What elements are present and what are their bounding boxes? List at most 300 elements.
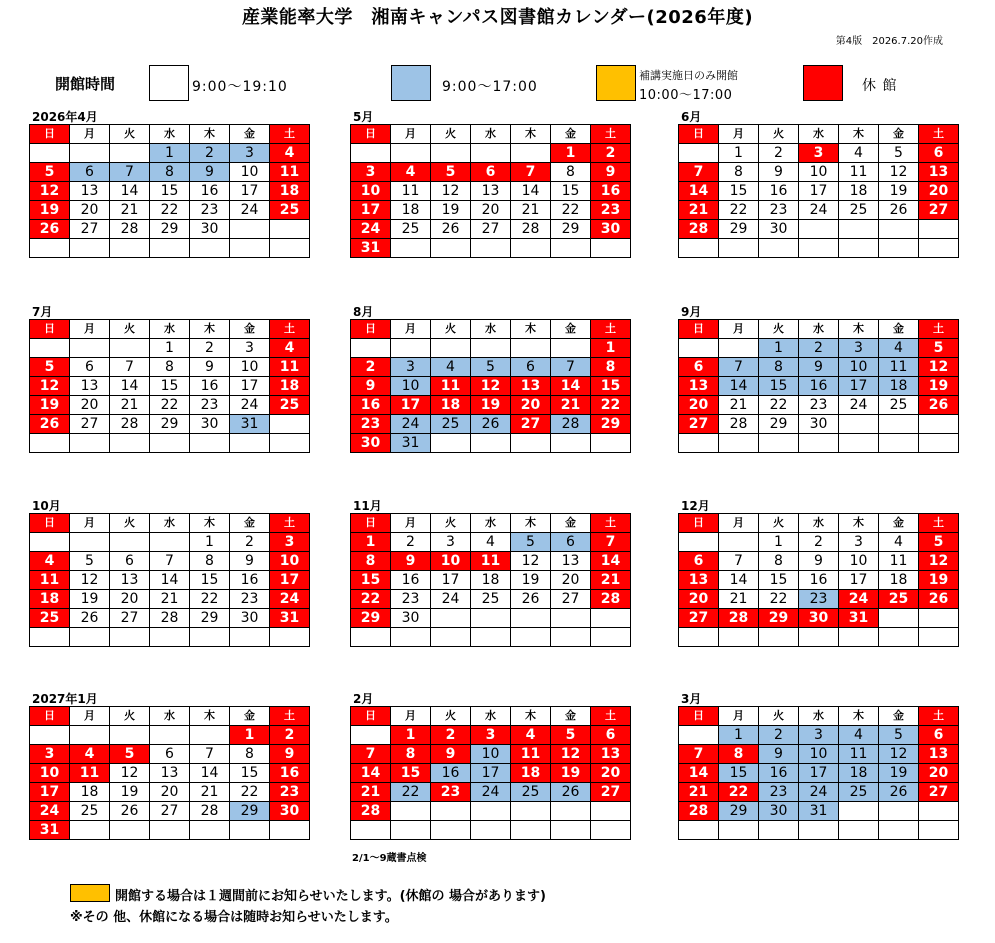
weekday-header: 日 [30, 707, 70, 726]
month-title: 7月 [32, 305, 53, 319]
day-cell: 14 [110, 377, 150, 396]
empty-cell [110, 339, 150, 358]
footer-swatch-makeup-days [70, 884, 110, 902]
empty-cell [150, 239, 190, 258]
month-calendar [678, 124, 959, 258]
empty-cell [511, 339, 551, 358]
empty-cell [70, 239, 110, 258]
month-calendar [29, 706, 310, 840]
empty-cell [879, 609, 919, 628]
weekday-header: 水 [799, 125, 839, 144]
day-cell: 6 [679, 552, 719, 571]
weekday-header: 金 [551, 320, 591, 339]
day-cell: 22 [759, 590, 799, 609]
day-cell: 11 [70, 764, 110, 783]
legend-swatch-short-hours [391, 65, 431, 101]
day-cell: 25 [879, 590, 919, 609]
day-cell: 9 [431, 745, 471, 764]
day-cell: 2 [270, 726, 310, 745]
empty-cell [591, 802, 631, 821]
day-cell: 14 [351, 764, 391, 783]
day-cell: 16 [591, 182, 631, 201]
page-title: 産業能率大学 湘南キャンパス図書館カレンダー(2026年度) [241, 7, 754, 28]
weekday-header: 月 [391, 320, 431, 339]
empty-cell [30, 144, 70, 163]
day-cell: 8 [351, 552, 391, 571]
empty-cell [679, 533, 719, 552]
day-cell: 10 [230, 358, 270, 377]
empty-cell [391, 339, 431, 358]
day-cell: 29 [719, 802, 759, 821]
day-cell: 1 [351, 533, 391, 552]
day-cell: 12 [110, 764, 150, 783]
weekday-header: 火 [759, 707, 799, 726]
day-cell: 6 [70, 163, 110, 182]
day-cell: 17 [230, 182, 270, 201]
empty-cell [110, 434, 150, 453]
day-cell: 18 [839, 764, 879, 783]
day-cell: 3 [799, 144, 839, 163]
day-cell: 10 [839, 552, 879, 571]
day-cell: 17 [431, 571, 471, 590]
day-cell: 11 [270, 358, 310, 377]
empty-cell [190, 628, 230, 647]
day-cell: 8 [759, 552, 799, 571]
empty-cell [391, 239, 431, 258]
day-cell: 24 [471, 783, 511, 802]
day-cell: 30 [591, 220, 631, 239]
day-cell: 26 [919, 590, 959, 609]
day-cell: 12 [471, 377, 511, 396]
day-cell: 12 [30, 182, 70, 201]
empty-cell [30, 533, 70, 552]
day-cell: 17 [471, 764, 511, 783]
day-cell: 9 [799, 358, 839, 377]
month-calendar [350, 124, 631, 258]
day-cell: 20 [591, 764, 631, 783]
empty-cell [270, 434, 310, 453]
empty-cell [70, 533, 110, 552]
day-cell: 2 [799, 533, 839, 552]
day-cell: 11 [391, 182, 431, 201]
day-cell: 10 [839, 358, 879, 377]
empty-cell [551, 628, 591, 647]
empty-cell [431, 802, 471, 821]
day-cell: 28 [591, 590, 631, 609]
empty-cell [919, 434, 959, 453]
weekday-header: 火 [431, 125, 471, 144]
day-cell: 16 [190, 182, 230, 201]
empty-cell [591, 628, 631, 647]
day-cell: 4 [270, 144, 310, 163]
month-title: 3月 [681, 692, 702, 706]
month-title: 2月 [353, 692, 374, 706]
weekday-header: 木 [190, 320, 230, 339]
day-cell: 29 [150, 415, 190, 434]
day-cell: 9 [190, 163, 230, 182]
weekday-header: 木 [839, 125, 879, 144]
empty-cell [110, 628, 150, 647]
day-cell: 20 [70, 396, 110, 415]
empty-cell [230, 220, 270, 239]
month-calendar [29, 124, 310, 258]
day-cell: 9 [591, 163, 631, 182]
day-cell: 29 [759, 415, 799, 434]
day-cell: 28 [719, 609, 759, 628]
day-cell: 2 [431, 726, 471, 745]
weekday-header: 水 [799, 514, 839, 533]
month-title: 6月 [681, 110, 702, 124]
day-cell: 28 [190, 802, 230, 821]
day-cell: 14 [150, 571, 190, 590]
empty-cell [511, 434, 551, 453]
legend-label: 開館時間 [55, 75, 116, 93]
day-cell: 29 [551, 220, 591, 239]
day-cell: 14 [591, 552, 631, 571]
empty-cell [591, 239, 631, 258]
empty-cell [230, 434, 270, 453]
weekday-header: 金 [230, 320, 270, 339]
day-cell: 21 [110, 201, 150, 220]
day-cell: 8 [190, 552, 230, 571]
empty-cell [70, 339, 110, 358]
day-cell: 6 [551, 533, 591, 552]
weekday-header: 土 [270, 707, 310, 726]
empty-cell [30, 339, 70, 358]
day-cell: 28 [551, 415, 591, 434]
weekday-header: 木 [839, 320, 879, 339]
empty-cell [679, 434, 719, 453]
day-cell: 10 [270, 552, 310, 571]
legend-text-extended-hours: 9:00～19:10 [192, 79, 288, 95]
day-cell: 18 [391, 201, 431, 220]
day-cell: 23 [190, 396, 230, 415]
day-cell: 27 [511, 415, 551, 434]
empty-cell [919, 239, 959, 258]
day-cell: 20 [551, 571, 591, 590]
day-cell: 29 [230, 802, 270, 821]
day-cell: 9 [230, 552, 270, 571]
day-cell: 8 [591, 358, 631, 377]
day-cell: 13 [679, 571, 719, 590]
day-cell: 3 [230, 144, 270, 163]
day-cell: 15 [391, 764, 431, 783]
empty-cell [471, 144, 511, 163]
day-cell: 19 [511, 571, 551, 590]
day-cell: 16 [190, 377, 230, 396]
weekday-header: 月 [391, 514, 431, 533]
empty-cell [591, 434, 631, 453]
day-cell: 27 [919, 783, 959, 802]
day-cell: 6 [511, 358, 551, 377]
day-cell: 2 [799, 339, 839, 358]
weekday-header: 月 [391, 125, 431, 144]
empty-cell [351, 339, 391, 358]
day-cell: 8 [150, 163, 190, 182]
day-cell: 23 [351, 415, 391, 434]
day-cell: 16 [759, 764, 799, 783]
day-cell: 13 [110, 571, 150, 590]
empty-cell [879, 415, 919, 434]
day-cell: 27 [919, 201, 959, 220]
empty-cell [150, 628, 190, 647]
day-cell: 27 [70, 220, 110, 239]
day-cell: 15 [719, 182, 759, 201]
weekday-header: 金 [879, 125, 919, 144]
day-cell: 11 [511, 745, 551, 764]
empty-cell [471, 821, 511, 840]
day-cell: 25 [270, 201, 310, 220]
day-cell: 17 [30, 783, 70, 802]
weekday-header: 金 [551, 707, 591, 726]
day-cell: 16 [799, 571, 839, 590]
empty-cell [110, 144, 150, 163]
weekday-header: 水 [799, 320, 839, 339]
day-cell: 22 [391, 783, 431, 802]
day-cell: 23 [391, 590, 431, 609]
day-cell: 27 [471, 220, 511, 239]
month-title: 8月 [353, 305, 374, 319]
day-cell: 15 [351, 571, 391, 590]
day-cell: 7 [110, 358, 150, 377]
weekday-header: 日 [679, 514, 719, 533]
day-cell: 30 [759, 220, 799, 239]
empty-cell [839, 821, 879, 840]
weekday-header: 火 [431, 320, 471, 339]
day-cell: 12 [919, 358, 959, 377]
month-calendar [350, 706, 631, 840]
day-cell: 4 [511, 726, 551, 745]
weekday-header: 日 [351, 125, 391, 144]
day-cell: 5 [431, 163, 471, 182]
day-cell: 8 [719, 745, 759, 764]
day-cell: 23 [799, 396, 839, 415]
empty-cell [879, 239, 919, 258]
empty-cell [759, 434, 799, 453]
empty-cell [879, 220, 919, 239]
day-cell: 21 [190, 783, 230, 802]
weekday-header: 水 [471, 707, 511, 726]
day-cell: 3 [230, 339, 270, 358]
weekday-header: 火 [431, 707, 471, 726]
weekday-header: 土 [591, 125, 631, 144]
day-cell: 10 [471, 745, 511, 764]
day-cell: 26 [30, 220, 70, 239]
day-cell: 6 [471, 163, 511, 182]
weekday-header: 土 [919, 125, 959, 144]
day-cell: 20 [471, 201, 511, 220]
day-cell: 28 [511, 220, 551, 239]
day-cell: 12 [511, 552, 551, 571]
weekday-header: 月 [719, 320, 759, 339]
empty-cell [679, 144, 719, 163]
day-cell: 2 [591, 144, 631, 163]
empty-cell [190, 239, 230, 258]
weekday-header: 火 [431, 514, 471, 533]
day-cell: 27 [679, 415, 719, 434]
empty-cell [799, 628, 839, 647]
weekday-header: 月 [719, 514, 759, 533]
empty-cell [839, 239, 879, 258]
day-cell: 13 [511, 377, 551, 396]
empty-cell [431, 434, 471, 453]
day-cell: 19 [919, 377, 959, 396]
day-cell: 27 [591, 783, 631, 802]
empty-cell [471, 609, 511, 628]
day-cell: 1 [190, 533, 230, 552]
day-cell: 16 [759, 182, 799, 201]
day-cell: 7 [511, 163, 551, 182]
empty-cell [511, 802, 551, 821]
day-cell: 17 [799, 182, 839, 201]
empty-cell [879, 821, 919, 840]
day-cell: 30 [351, 434, 391, 453]
legend-text-makeup-hours: 10:00～17:00 [639, 88, 733, 103]
day-cell: 4 [391, 163, 431, 182]
empty-cell [431, 609, 471, 628]
day-cell: 22 [719, 783, 759, 802]
weekday-header: 日 [30, 125, 70, 144]
day-cell: 26 [879, 783, 919, 802]
day-cell: 27 [70, 415, 110, 434]
day-cell: 18 [270, 377, 310, 396]
empty-cell [719, 821, 759, 840]
day-cell: 26 [110, 802, 150, 821]
day-cell: 1 [391, 726, 431, 745]
day-cell: 30 [270, 802, 310, 821]
day-cell: 31 [270, 609, 310, 628]
weekday-header: 土 [919, 320, 959, 339]
weekday-header: 木 [839, 707, 879, 726]
day-cell: 8 [759, 358, 799, 377]
day-cell: 22 [150, 201, 190, 220]
empty-cell [551, 609, 591, 628]
empty-cell [270, 220, 310, 239]
day-cell: 21 [719, 396, 759, 415]
empty-cell [759, 628, 799, 647]
empty-cell [879, 628, 919, 647]
day-cell: 4 [839, 726, 879, 745]
day-cell: 13 [70, 182, 110, 201]
legend-text-makeup-days: 補講実施日のみ開館 [639, 69, 738, 82]
empty-cell [719, 239, 759, 258]
weekday-header: 金 [230, 514, 270, 533]
day-cell: 29 [150, 220, 190, 239]
day-cell: 20 [150, 783, 190, 802]
day-cell: 24 [351, 220, 391, 239]
weekday-header: 水 [150, 514, 190, 533]
day-cell: 14 [719, 571, 759, 590]
day-cell: 7 [110, 163, 150, 182]
legend-text-closed: 休 館 [862, 78, 898, 94]
day-cell: 8 [150, 358, 190, 377]
empty-cell [70, 821, 110, 840]
day-cell: 20 [919, 764, 959, 783]
day-cell: 8 [551, 163, 591, 182]
day-cell: 19 [30, 201, 70, 220]
weekday-header: 月 [719, 125, 759, 144]
day-cell: 24 [230, 396, 270, 415]
day-cell: 13 [471, 182, 511, 201]
weekday-header: 土 [591, 707, 631, 726]
empty-cell [471, 628, 511, 647]
day-cell: 23 [270, 783, 310, 802]
empty-cell [110, 533, 150, 552]
month-calendar [350, 319, 631, 453]
day-cell: 12 [919, 552, 959, 571]
empty-cell [70, 144, 110, 163]
empty-cell [70, 628, 110, 647]
weekday-header: 火 [110, 320, 150, 339]
empty-cell [351, 821, 391, 840]
day-cell: 10 [799, 745, 839, 764]
day-cell: 16 [270, 764, 310, 783]
weekday-header: 木 [190, 125, 230, 144]
day-cell: 22 [190, 590, 230, 609]
day-cell: 27 [551, 590, 591, 609]
version-label: 第4版 2026.7.20作成 [835, 36, 943, 47]
empty-cell [799, 220, 839, 239]
day-cell: 22 [759, 396, 799, 415]
day-cell: 2 [190, 339, 230, 358]
empty-cell [190, 821, 230, 840]
day-cell: 22 [719, 201, 759, 220]
empty-cell [551, 339, 591, 358]
day-cell: 7 [719, 552, 759, 571]
day-cell: 7 [679, 163, 719, 182]
day-cell: 12 [879, 163, 919, 182]
day-cell: 25 [70, 802, 110, 821]
weekday-header: 土 [270, 514, 310, 533]
day-cell: 21 [679, 783, 719, 802]
empty-cell [431, 239, 471, 258]
day-cell: 17 [351, 201, 391, 220]
weekday-header: 日 [351, 320, 391, 339]
day-cell: 26 [70, 609, 110, 628]
day-cell: 15 [150, 182, 190, 201]
day-cell: 14 [551, 377, 591, 396]
weekday-header: 土 [270, 320, 310, 339]
day-cell: 5 [919, 339, 959, 358]
day-cell: 6 [70, 358, 110, 377]
day-cell: 16 [391, 571, 431, 590]
day-cell: 31 [30, 821, 70, 840]
weekday-header: 日 [30, 514, 70, 533]
day-cell: 3 [839, 533, 879, 552]
empty-cell [799, 239, 839, 258]
month-calendar [678, 319, 959, 453]
empty-cell [471, 239, 511, 258]
day-cell: 19 [919, 571, 959, 590]
day-cell: 5 [919, 533, 959, 552]
day-cell: 4 [839, 144, 879, 163]
day-cell: 16 [799, 377, 839, 396]
empty-cell [679, 239, 719, 258]
day-cell: 20 [679, 396, 719, 415]
empty-cell [431, 144, 471, 163]
day-cell: 24 [799, 783, 839, 802]
day-cell: 26 [511, 590, 551, 609]
weekday-header: 日 [351, 514, 391, 533]
day-cell: 25 [391, 220, 431, 239]
empty-cell [679, 628, 719, 647]
day-cell: 3 [391, 358, 431, 377]
day-cell: 5 [551, 726, 591, 745]
empty-cell [70, 434, 110, 453]
empty-cell [391, 802, 431, 821]
day-cell: 9 [759, 163, 799, 182]
weekday-header: 金 [879, 320, 919, 339]
